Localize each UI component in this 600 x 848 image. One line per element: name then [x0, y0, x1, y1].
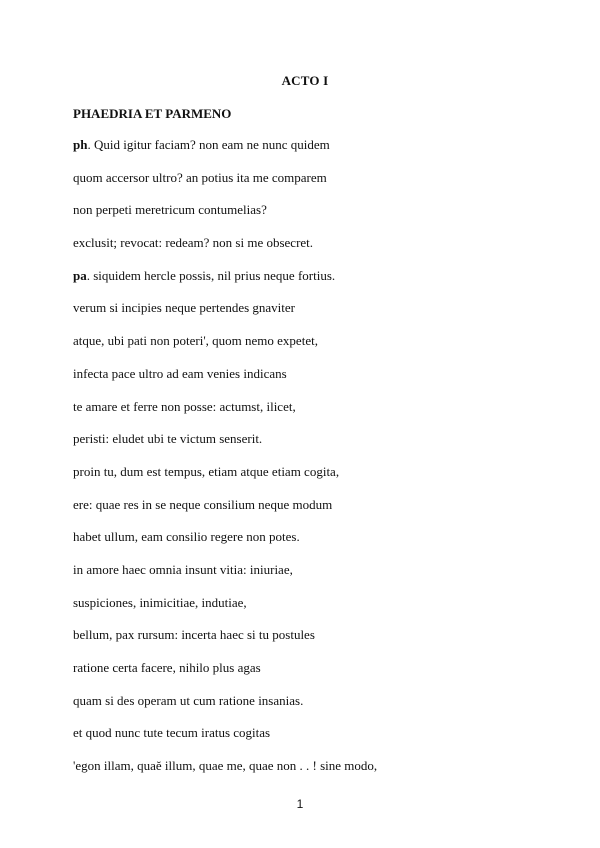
verse-text: verum si incipies neque pertendes gnaviter: [73, 300, 296, 316]
verse-text: non perpeti meretricum contumelias?: [73, 202, 267, 218]
scene-title: PHAEDRIA ET PARMENO: [73, 106, 232, 121]
verse-text: te amare et ferre non posse: actumst, ilicet,: [73, 398, 296, 414]
verse-line: [73, 137, 533, 153]
verse-text: ere: quae res in se neque consilium neque modum: [73, 496, 333, 512]
verse-line: [73, 693, 533, 709]
verse-line: [73, 202, 533, 218]
verse-text: suspiciones, inimicitiae, indutiae,: [73, 594, 247, 610]
verse-text: exclusit; revocat: redeam? non si me obsecret.: [73, 235, 314, 251]
speaker-label: pa: [73, 267, 87, 283]
verse-list: [73, 137, 533, 791]
verse-text: 'egon illam, quaĕ illum, quae me, quae non . . ! sine modo,: [73, 758, 378, 774]
verse-text: . siquidem hercle possis, nil prius neque fortius.: [86, 267, 336, 283]
verse-line: [73, 497, 533, 513]
verse-line: [73, 170, 533, 186]
verse-text: habet ullum, eam consilio regere non potes.: [73, 529, 300, 545]
verse-text: infecta pace ultro ad eam venies indicans: [73, 365, 287, 381]
verse-text: ratione certa facere, nihilo plus agas: [73, 660, 261, 675]
verse-line: [73, 333, 533, 349]
verse-line: [73, 235, 533, 251]
verse-text: bellum, pax rursum: incerta haec si tu postules: [73, 627, 315, 643]
verse-line: [73, 627, 533, 643]
verse-text: proin tu, dum est tempus, etiam atque etiam cogita,: [73, 463, 340, 479]
verse-line: [73, 725, 533, 741]
verse-text: in amore haec omnia insunt vitia: iniuriae,: [73, 561, 293, 577]
verse-text: atque, ubi pati non poteri', quom nemo expetet,: [73, 333, 318, 349]
verse-line: [73, 529, 533, 545]
speaker-label: ph: [73, 137, 88, 152]
verse-text: quam si des operam ut cum ratione insanias.: [73, 692, 304, 708]
verse-text: . Quid igitur faciam? non eam ne nunc quidem: [87, 137, 330, 152]
verse-text: quom accersor ultro? an potius ita me comparem: [73, 169, 327, 185]
verse-text: et quod nunc tute tecum iratus cogitas: [73, 725, 271, 741]
verse-line: [73, 431, 533, 447]
verse-line: [73, 464, 533, 480]
verse-line: [73, 758, 533, 774]
verse-line: [73, 300, 533, 316]
page-number: 1: [296, 797, 304, 811]
verse-text: peristi: eludet ubi te victum senserit.: [73, 431, 263, 447]
verse-line: [73, 562, 533, 578]
act-title: ACTO I: [281, 73, 329, 88]
verse-line: [73, 366, 533, 382]
verse-line: [73, 268, 533, 284]
verse-line: [73, 399, 533, 415]
verse-line: [73, 595, 533, 611]
verse-line: [73, 660, 533, 676]
